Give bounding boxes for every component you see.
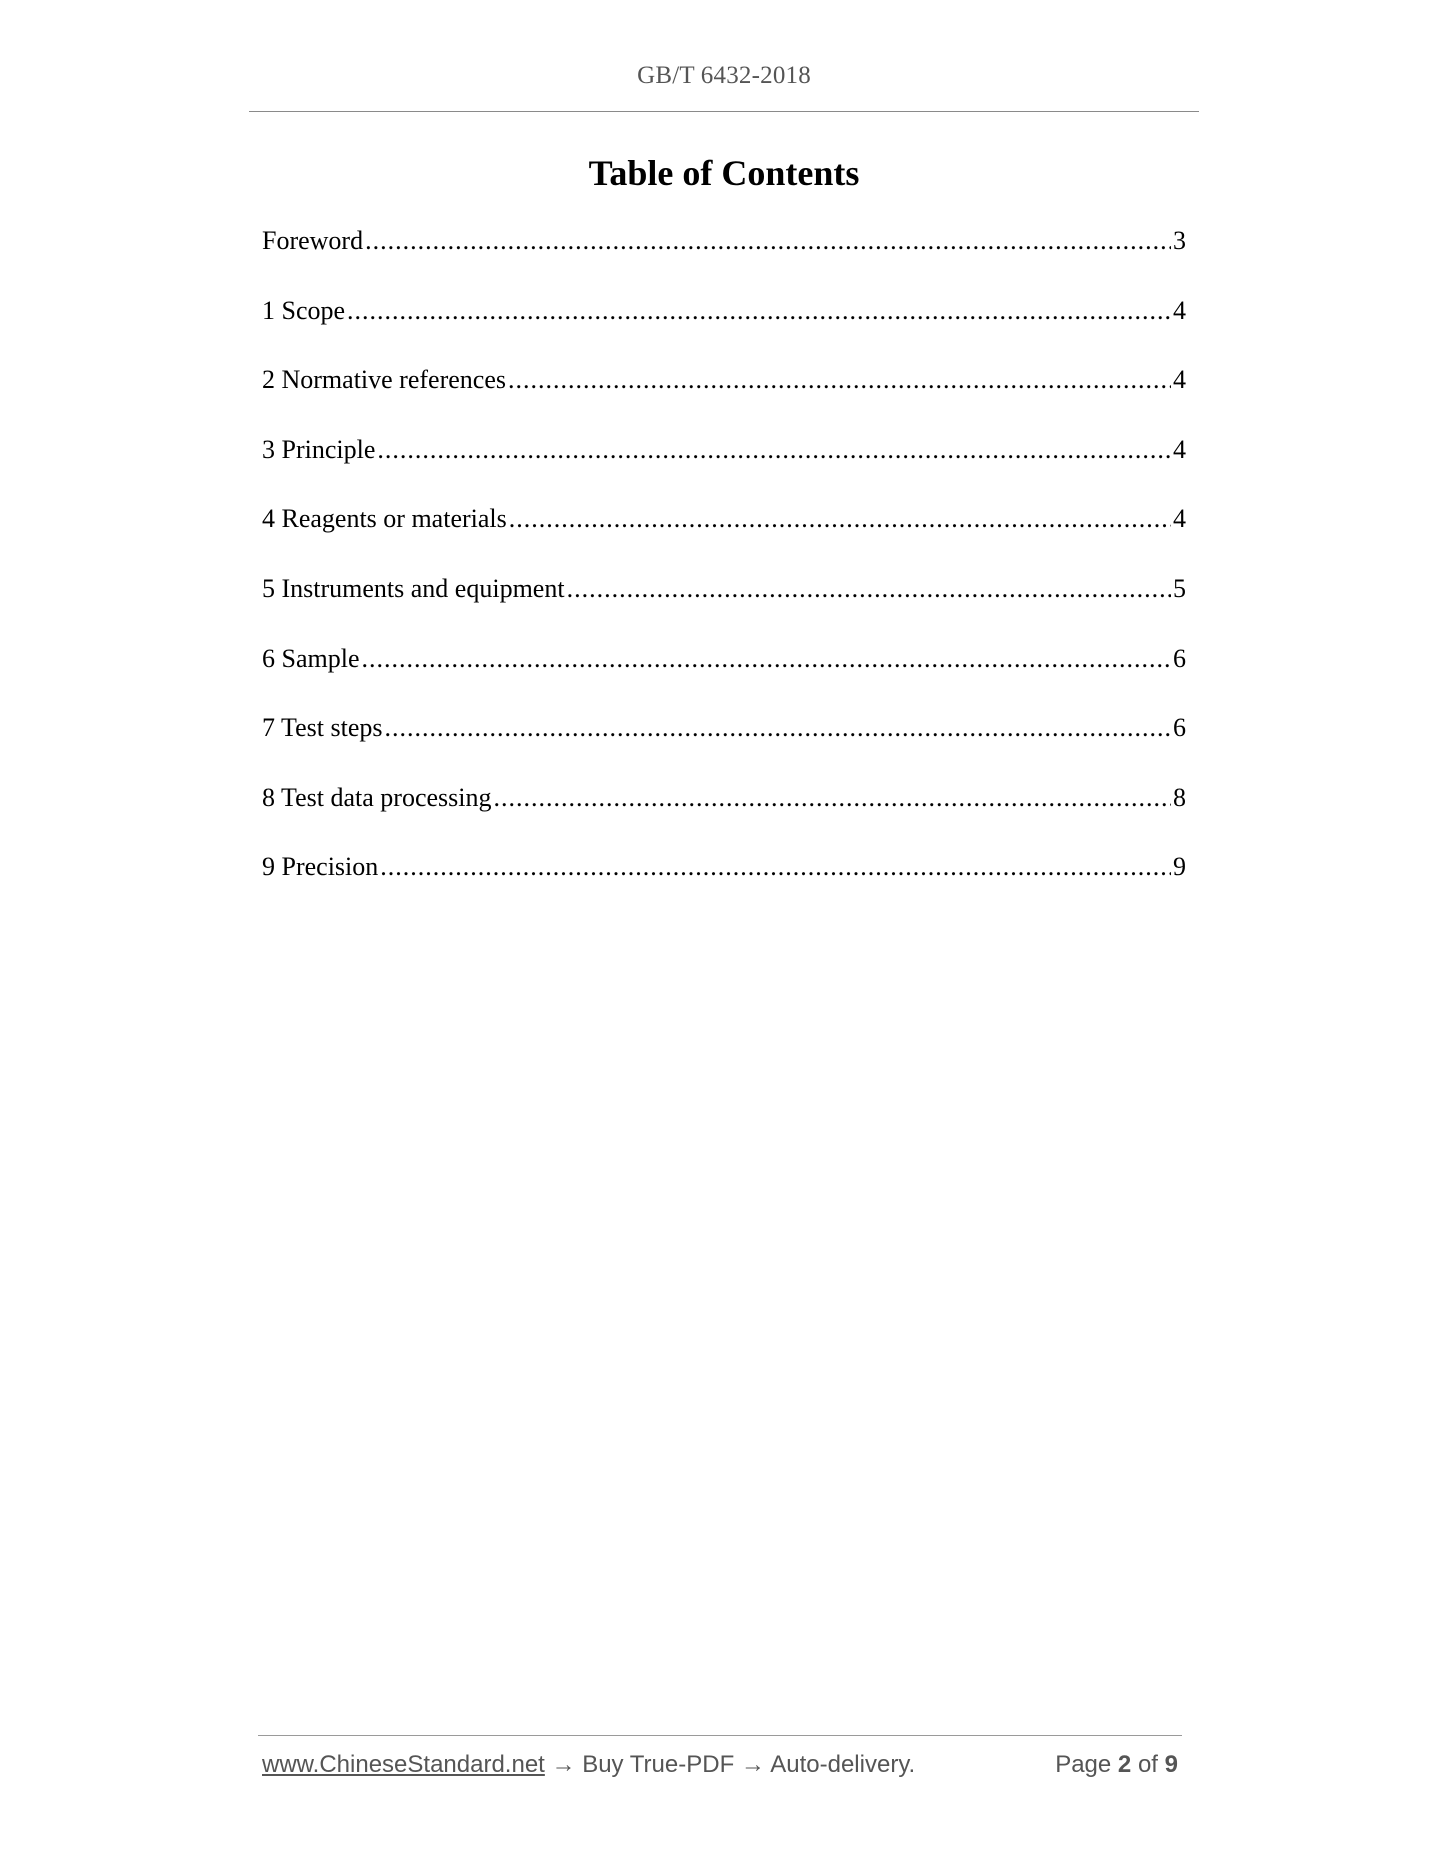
toc-dot-leader [380, 852, 1171, 882]
toc-list [262, 226, 1186, 922]
toc-entry-page: 4 [1173, 504, 1186, 534]
toc-entry-scope[interactable] [262, 296, 1186, 366]
current-page-number: 2 [1117, 1751, 1132, 1778]
toc-dot-leader [493, 783, 1171, 813]
toc-entry-label: 1 Scope [262, 295, 346, 325]
toc-entry-label: Foreword [262, 226, 364, 255]
toc-entry-label: 3 Principle [262, 434, 376, 464]
arrow-right-icon: → [551, 1751, 576, 1778]
footer-divider [258, 1735, 1182, 1736]
toc-entry-foreword[interactable] [262, 226, 1186, 296]
toc-entry-page: 4 [1173, 365, 1186, 395]
arrow-right-icon: → [740, 1751, 765, 1778]
header-divider [249, 111, 1199, 112]
toc-entry-reagents[interactable] [262, 504, 1186, 574]
toc-entry-label: 4 Reagents or materials [262, 504, 507, 534]
toc-entry-page: 5 [1173, 573, 1186, 603]
toc-entry-page: 6 [1173, 643, 1186, 673]
toc-dot-leader [362, 644, 1172, 674]
toc-entry-page: 4 [1173, 295, 1186, 325]
toc-entry-label: 5 Instruments and equipment [262, 573, 565, 603]
buy-text: Buy True-PDF [582, 1751, 735, 1778]
toc-entry-test-data-processing[interactable] [262, 783, 1186, 853]
total-pages-number: 9 [1164, 1751, 1178, 1778]
document-header: GB/T 6432-2018 [637, 62, 811, 89]
toc-dot-leader [508, 365, 1171, 395]
toc-entry-page: 4 [1173, 434, 1186, 464]
toc-entry-instruments[interactable] [262, 574, 1186, 644]
toc-entry-label: 2 Normative references [262, 365, 506, 395]
toc-dot-leader [509, 504, 1171, 534]
toc-dot-leader [567, 574, 1171, 604]
page-word: Page [1055, 1751, 1112, 1778]
toc-entry-test-steps[interactable] [262, 713, 1186, 783]
toc-entry-precision[interactable] [262, 852, 1186, 922]
toc-entry-label: 6 Sample [262, 643, 360, 673]
toc-dot-leader [347, 296, 1171, 326]
toc-entry-sample[interactable] [262, 644, 1186, 714]
toc-entry-label: 7 Test steps [262, 713, 383, 743]
footer-promo [262, 1751, 915, 1779]
page-indicator [1055, 1751, 1178, 1779]
toc-entry-label: 8 Test data processing [262, 782, 492, 812]
toc-entry-page: 3 [1173, 226, 1186, 255]
page-footer [262, 1751, 1178, 1779]
of-word: of [1137, 1751, 1158, 1778]
delivery-text: Auto-delivery. [770, 1751, 916, 1778]
site-link[interactable]: www.ChineseStandard.net [262, 1751, 545, 1778]
toc-dot-leader [384, 713, 1171, 743]
toc-dot-leader [365, 226, 1171, 256]
toc-entry-page: 8 [1173, 782, 1186, 812]
toc-dot-leader [377, 435, 1171, 465]
toc-entry-principle[interactable] [262, 435, 1186, 505]
toc-entry-label: 9 Precision [262, 852, 379, 882]
toc-title: Table of Contents [588, 153, 860, 193]
toc-entry-page: 9 [1173, 852, 1186, 882]
toc-entry-page: 6 [1173, 713, 1186, 743]
toc-entry-normative-references[interactable] [262, 365, 1186, 435]
